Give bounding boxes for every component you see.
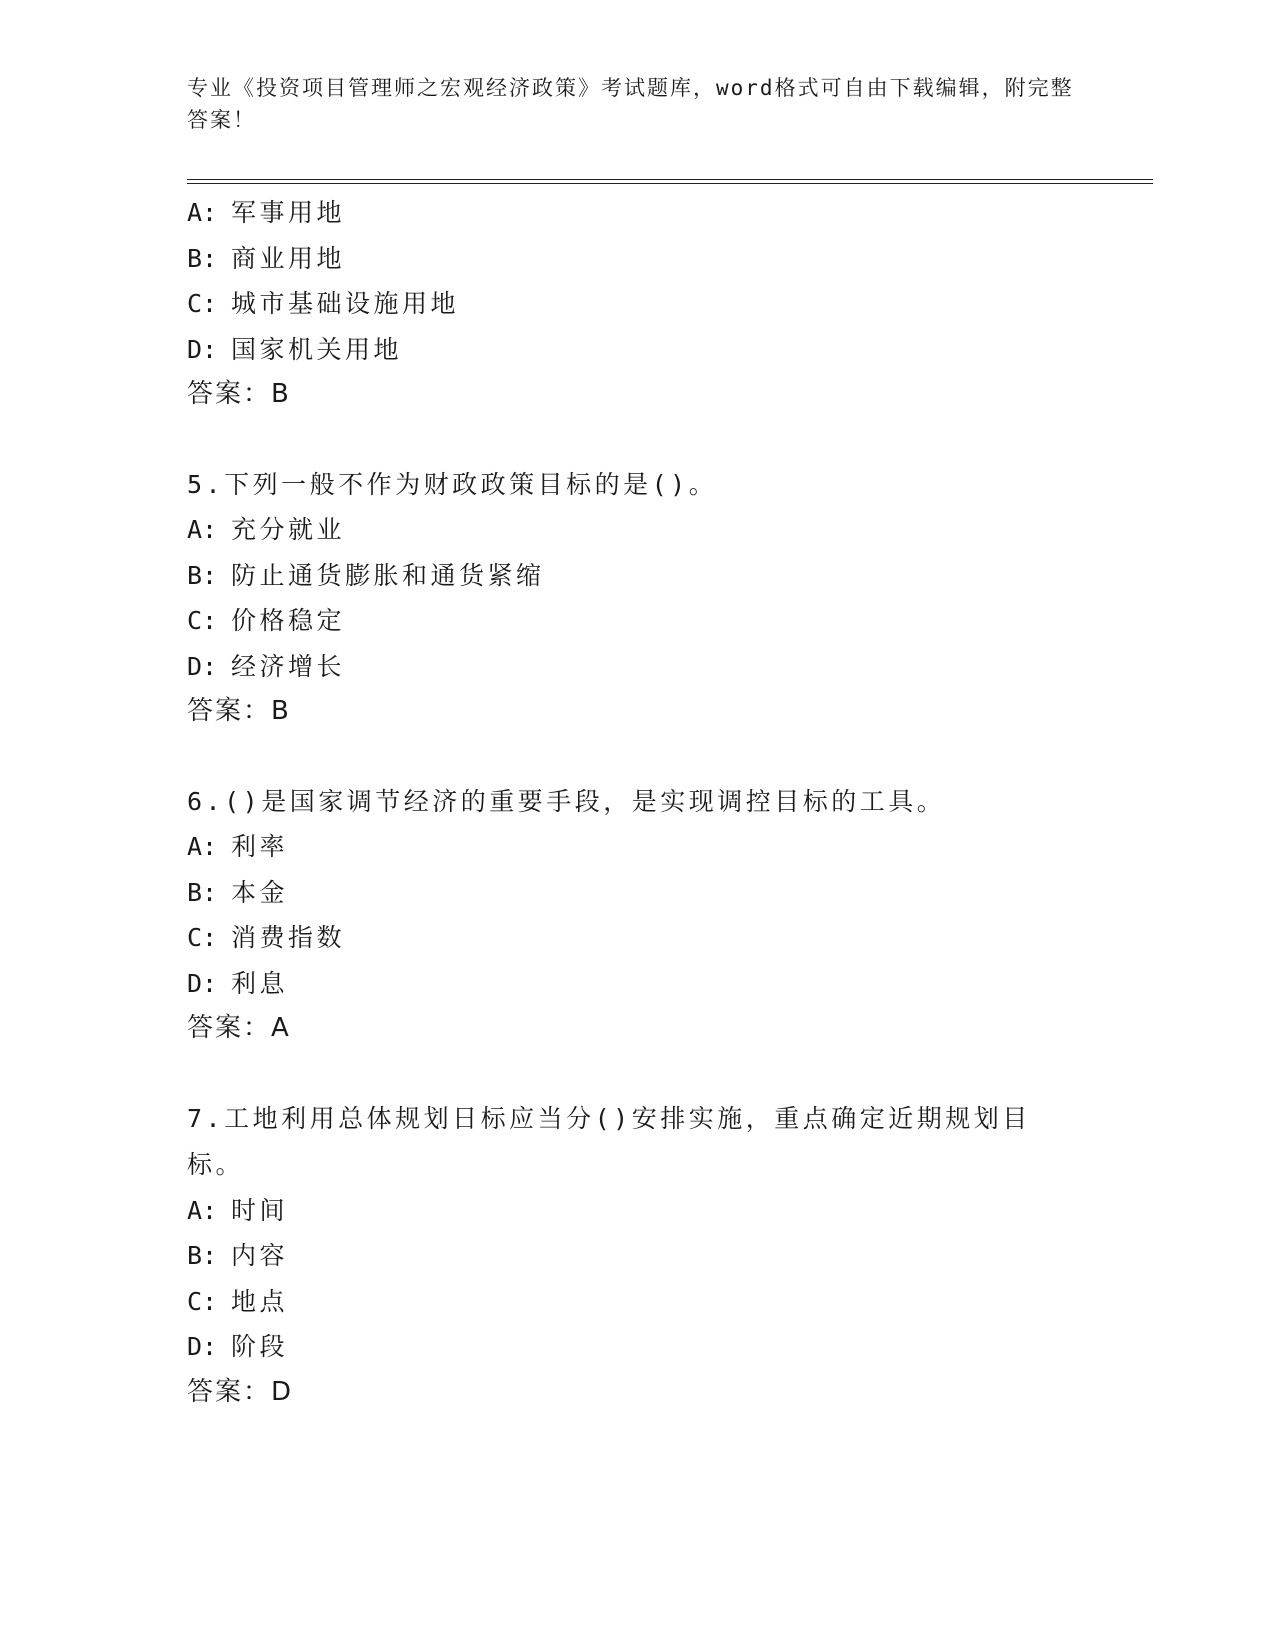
question-item-7: [187, 1096, 1153, 1416]
header-divider-bottom: [187, 183, 1153, 184]
option-letter: B:: [187, 243, 218, 273]
option-b: [187, 236, 1153, 282]
option-letter: A:: [187, 515, 218, 544]
option-text: 价格稳定: [231, 606, 346, 635]
option-text: 本金: [231, 877, 289, 907]
option-text: 利息: [231, 968, 289, 998]
option-letter: C:: [187, 923, 218, 952]
option-a: [187, 507, 1153, 553]
answer-line: 答案：D: [187, 1376, 294, 1407]
option-letter: D:: [187, 1332, 218, 1361]
option-text: 城市基础设施用地: [231, 289, 460, 318]
question-item-5: [187, 462, 1153, 735]
option-letter: C:: [187, 1286, 218, 1316]
question-item-6: [187, 779, 1153, 1052]
option-letter: C:: [187, 289, 218, 318]
option-letter: C:: [187, 606, 218, 635]
option-letter: A:: [187, 198, 218, 227]
option-text: 内容: [231, 1241, 289, 1270]
option-b: [187, 553, 1153, 599]
answer-line: 答案：B: [187, 379, 291, 409]
option-b: [187, 870, 1153, 916]
option-letter: B:: [187, 877, 218, 907]
option-c: [187, 281, 1153, 327]
option-text: 消费指数: [231, 923, 346, 952]
option-letter: D:: [187, 334, 218, 364]
option-letter: A:: [187, 1195, 218, 1225]
question-list: [187, 190, 1153, 1459]
option-letter: B:: [187, 560, 218, 590]
option-c: [187, 598, 1153, 644]
question-stem: 6.()是国家调节经济的重要手段，是实现调控目标的工具。: [187, 786, 946, 816]
option-text: 地点: [231, 1286, 289, 1316]
question-item-4: [187, 190, 1153, 418]
option-text: 军事用地: [231, 198, 346, 227]
answer-line: 答案：B: [187, 696, 291, 726]
option-text: 商业用地: [231, 243, 346, 273]
option-text: 防止通货膨胀和通货紧缩: [231, 560, 545, 590]
option-d: [187, 327, 1153, 373]
option-a: [187, 190, 1153, 236]
option-d: [187, 644, 1153, 690]
document-header: 专业《投资项目管理师之宏观经济政策》考试题库，word格式可自由下载编辑，附完整答案！: [187, 76, 1074, 132]
option-text: 利率: [231, 832, 289, 861]
answer-line: 答案：A: [187, 1013, 291, 1043]
option-text: 阶段: [231, 1332, 289, 1361]
option-letter: D:: [187, 968, 218, 998]
option-letter: B:: [187, 1241, 218, 1270]
option-text: 充分就业: [231, 515, 346, 544]
option-text: 国家机关用地: [231, 334, 403, 364]
option-c: [187, 915, 1153, 961]
header-divider-top: [187, 179, 1153, 180]
option-text: 经济增长: [231, 651, 346, 681]
option-letter: A:: [187, 832, 218, 861]
option-a: [187, 1188, 1153, 1234]
option-d: [187, 1324, 1153, 1370]
option-b: [187, 1233, 1153, 1279]
option-d: [187, 961, 1153, 1007]
question-stem: 5.下列一般不作为财政政策目标的是()。: [187, 469, 718, 499]
question-stem: 7.工地利用总体规划日标应当分()安排实施，重点确定近期规划目标。: [187, 1103, 1031, 1179]
option-letter: D:: [187, 651, 218, 681]
option-a: [187, 824, 1153, 870]
option-text: 时间: [231, 1195, 289, 1225]
option-c: [187, 1279, 1153, 1325]
